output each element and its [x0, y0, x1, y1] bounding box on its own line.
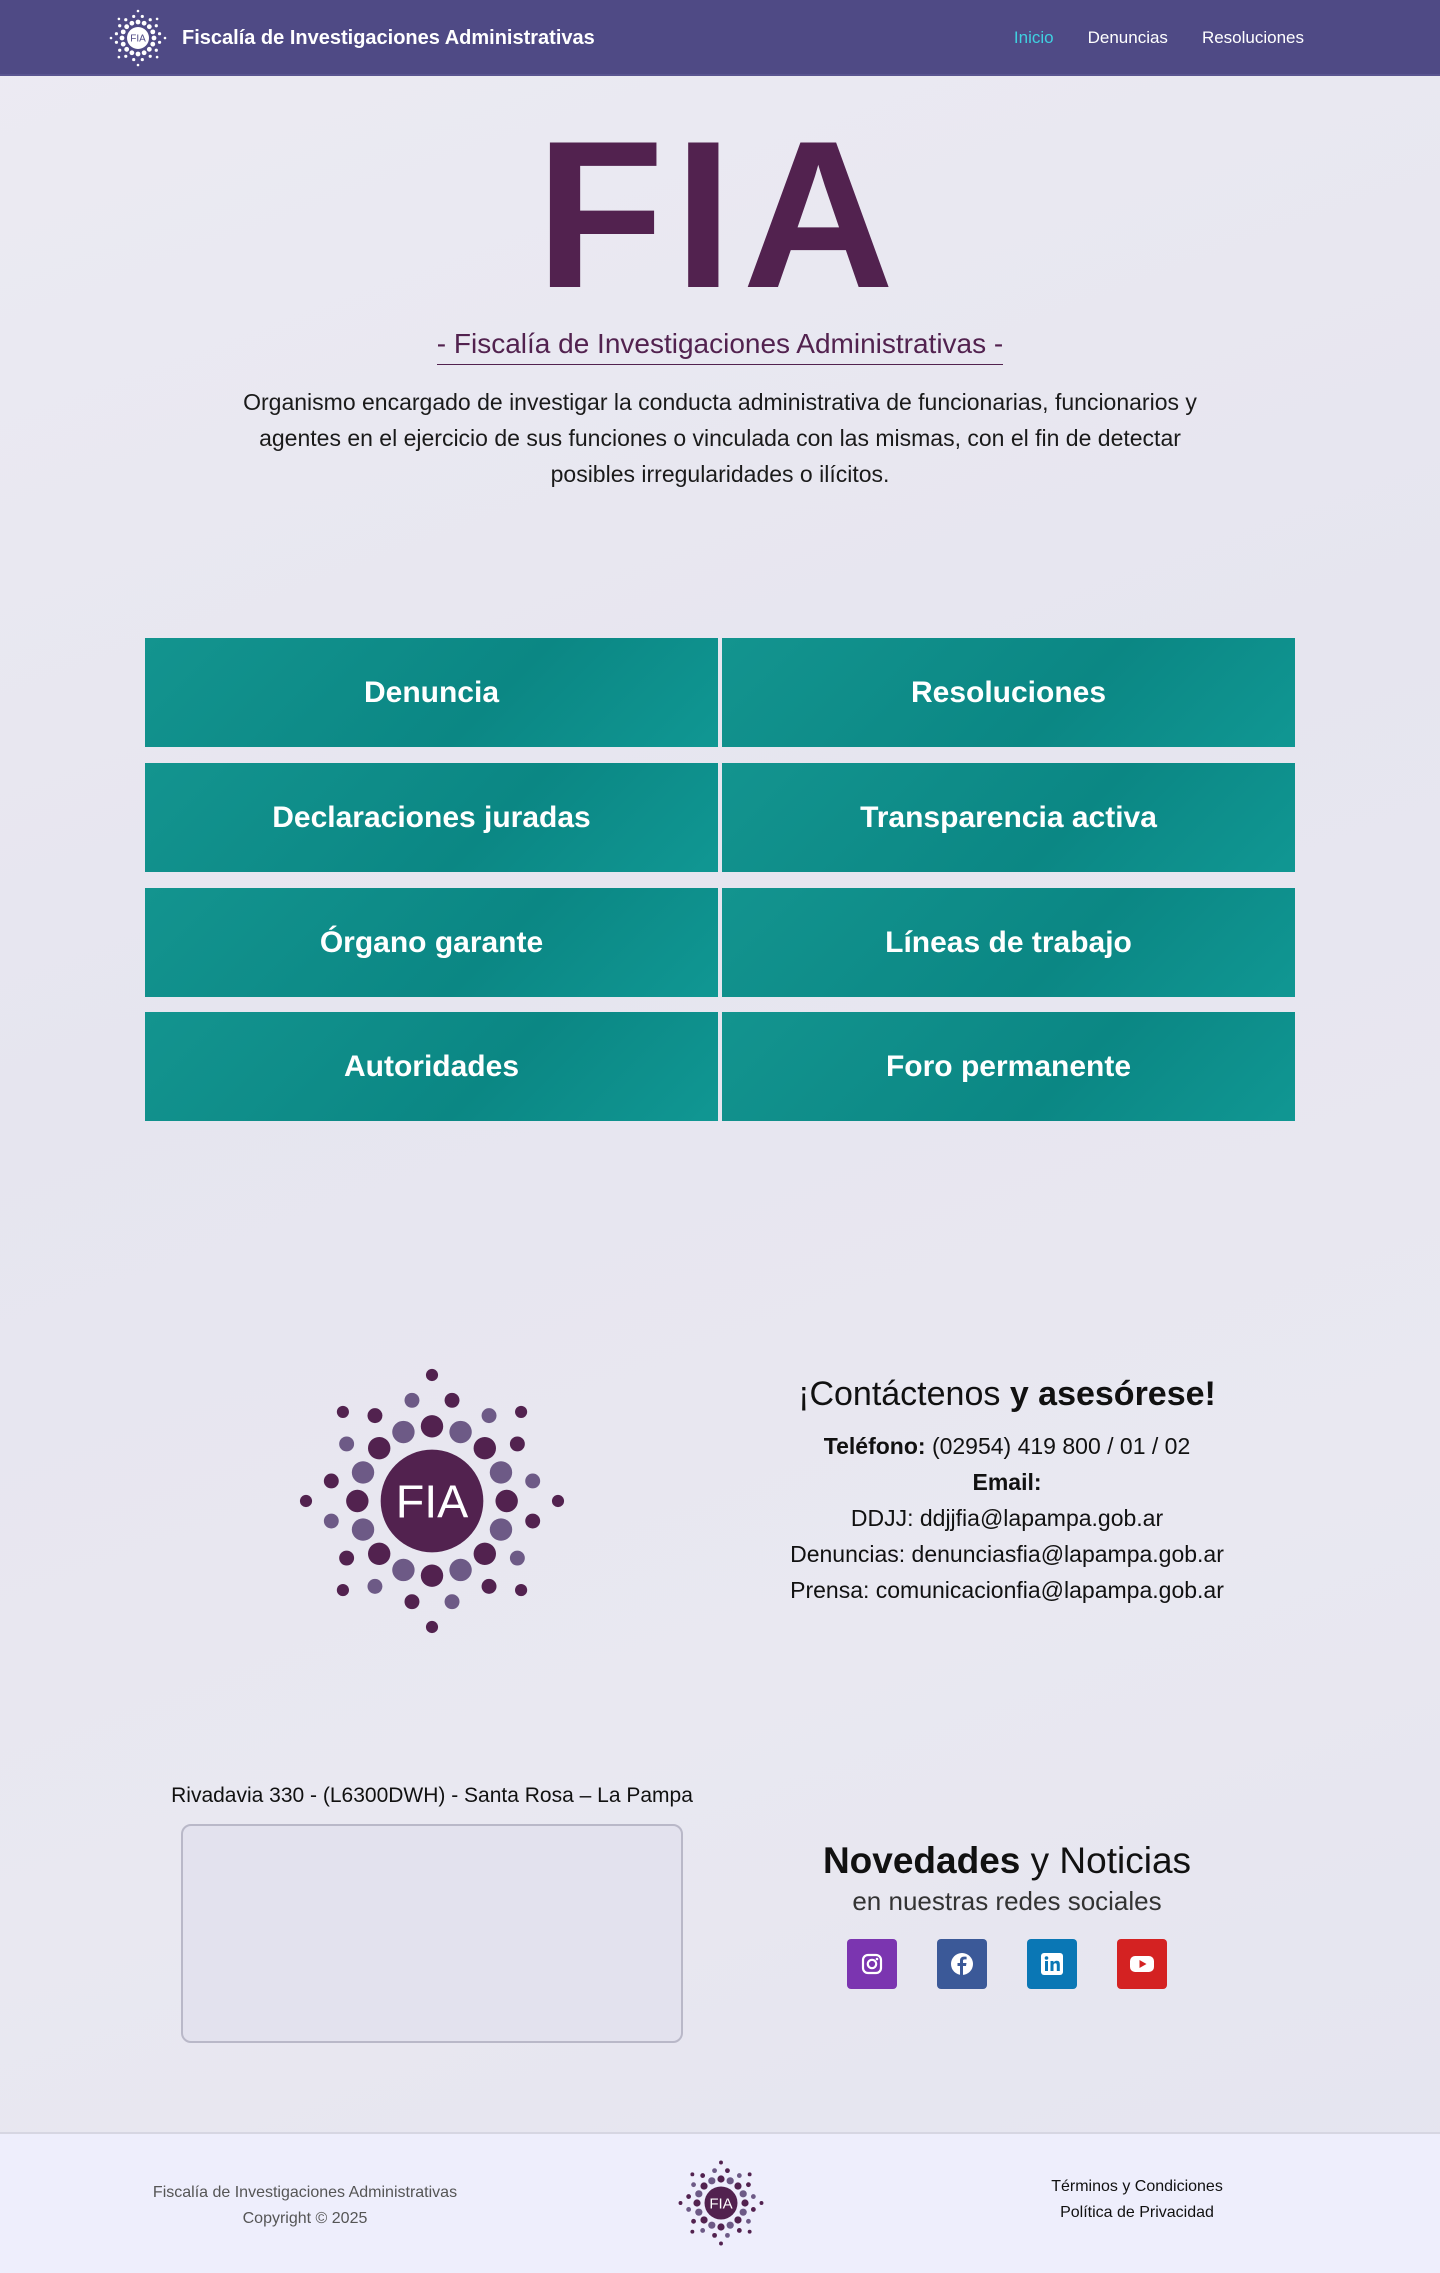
logo-dot: [741, 2199, 748, 2206]
logo-dot: [405, 1393, 420, 1408]
logo-dot: [367, 1579, 382, 1594]
logo-dot: [392, 1559, 414, 1581]
logo-dot: [679, 2201, 683, 2205]
privacy-link[interactable]: Política de Privacidad: [1060, 2204, 1214, 2221]
logo-dot: [132, 15, 135, 18]
logo-dot: [734, 2182, 741, 2189]
button-declaraciones-juradas[interactable]: Declaraciones juradas: [145, 763, 718, 872]
logo-dot: [121, 42, 126, 47]
logo-dot: [490, 1518, 512, 1540]
youtube-icon[interactable]: [1117, 1939, 1167, 1989]
hero-description: Organismo encargado de investigar la conducta administrativa de funcionarias, funcionarios y agentes en el ejercicio de sus funciones o vinculada con las mismas, con el fin de detectar posibles irregularidades o ilícitos.: [243, 389, 1197, 487]
logo-dot: [339, 1436, 354, 1451]
logo-dot: [510, 1551, 525, 1566]
button-resoluciones[interactable]: Resoluciones: [722, 638, 1295, 747]
logo-dot: [124, 47, 129, 52]
logo-dot: [490, 1461, 512, 1483]
email-ddjj[interactable]: DDJJ: ddjjfia@lapampa.gob.ar: [850, 1505, 1164, 1531]
logo-dot: [700, 2228, 705, 2233]
logo-dot: [719, 2242, 723, 2246]
logo-dot: [700, 2173, 705, 2178]
logo-dot: [708, 2177, 715, 2184]
logo-dot: [300, 1495, 312, 1507]
logo-dot: [152, 36, 157, 41]
logo-text: FIA: [709, 2195, 733, 2213]
logo-dot: [129, 21, 134, 26]
logo-text: FIA: [395, 1475, 469, 1528]
button-autoridades[interactable]: Autoridades: [145, 1012, 718, 1121]
email-prensa[interactable]: Prensa: comunicacionfia@lapampa.gob.ar: [790, 1577, 1224, 1603]
logo-dot: [158, 32, 161, 35]
logo-dot: [120, 36, 125, 41]
logo-dot: [717, 2175, 724, 2182]
logo-dot: [746, 2219, 751, 2224]
facebook-icon[interactable]: [937, 1939, 987, 1989]
hero-subtitle-wrap: [0, 328, 1440, 365]
news-title-bold: Novedades: [822, 1840, 1021, 1881]
logo-dot: [708, 2222, 715, 2229]
logo-dot: [392, 1421, 414, 1443]
logo-dot: [445, 1393, 460, 1408]
logo-dot: [368, 1437, 390, 1459]
logo-dot: [129, 50, 134, 55]
logo-dot: [118, 49, 121, 52]
logo-dot: [737, 2228, 742, 2233]
logo-dot: [510, 1436, 525, 1451]
logo-dot: [691, 2182, 696, 2187]
logo-dot: [426, 1369, 438, 1381]
logo-dot: [482, 1579, 497, 1594]
terms-link[interactable]: Términos y Condiciones: [1051, 2178, 1223, 2195]
footer-left: [140, 2180, 470, 2232]
button-lineas-de-trabajo[interactable]: Líneas de trabajo: [722, 888, 1295, 997]
logo-dot: [700, 2216, 707, 2223]
email-denuncias[interactable]: Denuncias: denunciasfia@lapampa.gob.ar: [790, 1541, 1224, 1567]
footer-org: Fiscalía de Investigaciones Administrativas: [152, 2184, 458, 2201]
logo-dot: [115, 41, 118, 44]
logo-dot: [352, 1518, 374, 1540]
logo-dot: [156, 18, 159, 21]
logo-dot: [691, 2219, 696, 2224]
logo-dot: [156, 56, 159, 59]
logo-dot: [136, 20, 141, 25]
hero-logo-text: FIA: [535, 97, 905, 332]
footer-copyright: Copyright © 2025: [242, 2210, 368, 2227]
linkedin-icon[interactable]: [1027, 1939, 1077, 1989]
logo-dot: [367, 1408, 382, 1423]
nav-link-inicio[interactable]: Inicio: [1013, 28, 1054, 47]
logo-dot: [149, 18, 152, 21]
logo-dot: [725, 2233, 730, 2238]
logo-dot: [141, 15, 144, 18]
news-title-light: y Noticias: [1030, 1840, 1192, 1881]
logo-dot: [118, 18, 121, 21]
logo-dot: [149, 55, 152, 58]
logo-dot: [725, 2168, 730, 2173]
logo-dot: [132, 58, 135, 61]
logo-dot: [137, 64, 140, 67]
logo-dot: [121, 29, 126, 34]
news-subtitle: en nuestras redes sociales: [852, 1886, 1162, 1916]
contact-title: [760, 1375, 1254, 1414]
logo-dot: [690, 2230, 694, 2234]
logo-dot: [690, 2172, 694, 2176]
logo-dot: [727, 2177, 734, 2184]
logo-dot: [717, 2223, 724, 2230]
logo-dot: [339, 1551, 354, 1566]
fia-logo-large: [292, 1361, 572, 1641]
logo-dot: [474, 1437, 496, 1459]
logo-dot: [449, 1421, 471, 1443]
logo-dot: [346, 1490, 368, 1512]
logo-dot: [137, 10, 140, 13]
instagram-icon[interactable]: [847, 1939, 897, 1989]
button-transparencia-activa[interactable]: Transparencia activa: [722, 763, 1295, 872]
address: Rivadavia 330 - (L6300DWH) - Santa Rosa – La Pampa: [171, 1784, 693, 1807]
logo-dot: [368, 1543, 390, 1565]
logo-dot: [421, 1564, 443, 1586]
logo-dot: [737, 2173, 742, 2178]
logo-dot: [150, 42, 155, 47]
logo-dot: [155, 49, 158, 52]
logo-dot: [115, 32, 118, 35]
logo-dot: [751, 2207, 756, 2212]
logo-dot: [158, 41, 161, 44]
logo-dot: [474, 1543, 496, 1565]
logo-dot: [746, 2182, 751, 2187]
button-foro-permanente[interactable]: Foro permanente: [722, 1012, 1295, 1121]
map-embed[interactable]: [181, 1824, 683, 2043]
logo-dot: [147, 47, 152, 52]
logo-dot: [426, 1621, 438, 1633]
fia-logo-icon: [108, 8, 168, 68]
logo-dot: [727, 2222, 734, 2229]
nav-link-denuncias[interactable]: Denuncias: [1087, 28, 1168, 47]
hero-subtitle: - Fiscalía de Investigaciones Administrativas -: [437, 328, 1003, 365]
contact-section: [760, 1375, 1254, 1608]
logo-dot: [751, 2194, 756, 2199]
button-organo-garante[interactable]: Órgano garante: [145, 888, 718, 997]
logo-text: FIA: [130, 33, 146, 45]
logo-dot: [719, 2161, 723, 2165]
logo-dot: [712, 2233, 717, 2238]
logo-dot: [141, 58, 144, 61]
logo-dot: [324, 1474, 339, 1489]
fia-logo-footer: [676, 2158, 766, 2248]
contact-phone: [760, 1428, 1254, 1464]
logo-dot: [693, 2199, 700, 2206]
logo-dot: [712, 2168, 717, 2173]
logo-dot: [748, 2230, 752, 2234]
nav-link-resoluciones[interactable]: Resoluciones: [1201, 28, 1304, 47]
news-section: [760, 1840, 1254, 1989]
logo-dot: [695, 2209, 702, 2216]
logo-dot: [734, 2216, 741, 2223]
logo-dot: [337, 1584, 349, 1596]
logo-dot: [445, 1594, 460, 1609]
logo-dot: [686, 2194, 691, 2199]
logo-dot: [552, 1495, 564, 1507]
logo-dot: [142, 50, 147, 55]
logo-dot: [118, 24, 121, 27]
logo-dot: [700, 2182, 707, 2189]
logo-dot: [124, 18, 127, 21]
logo-dot: [337, 1406, 349, 1418]
logo-dot: [118, 56, 121, 59]
news-title: [760, 1840, 1254, 1882]
nav-links: [1014, 28, 1304, 48]
footer-right: [1010, 2174, 1264, 2226]
logo-dot: [136, 52, 141, 57]
logo-dot: [147, 24, 152, 29]
logo-dot: [164, 37, 167, 40]
logo-dot: [324, 1514, 339, 1529]
email-label: Email:: [972, 1469, 1042, 1495]
button-denuncia[interactable]: Denuncia: [145, 638, 718, 747]
logo-dot: [352, 1461, 374, 1483]
top-navbar: [0, 0, 1440, 76]
logo-dot: [124, 55, 127, 58]
logo-dot: [110, 37, 113, 40]
logo-dot: [760, 2201, 764, 2205]
brand-link[interactable]: [108, 8, 595, 68]
contact-title-light: ¡Contáctenos: [798, 1375, 1001, 1413]
logo-dot: [740, 2190, 747, 2197]
logo-dot: [449, 1559, 471, 1581]
phone-label: Teléfono:: [823, 1433, 926, 1459]
social-links: [760, 1939, 1254, 1989]
logo-dot: [740, 2209, 747, 2216]
logo-dot: [525, 1474, 540, 1489]
logo-dot: [124, 24, 129, 29]
logo-dot: [525, 1514, 540, 1529]
logo-dot: [421, 1415, 443, 1437]
logo-dot: [686, 2207, 691, 2212]
logo-dot: [142, 21, 147, 26]
logo-dot: [150, 29, 155, 34]
logo-dot: [155, 24, 158, 27]
logo-dot: [515, 1584, 527, 1596]
footer: [0, 2132, 1440, 2273]
logo-dot: [495, 1490, 517, 1512]
logo-dot: [748, 2172, 752, 2176]
logo-dot: [515, 1406, 527, 1418]
logo-dot: [405, 1594, 420, 1609]
logo-dot: [695, 2190, 702, 2197]
logo-dot: [482, 1408, 497, 1423]
contact-title-bold: y asesórese!: [1009, 1375, 1216, 1413]
brand-title: Fiscalía de Investigaciones Administrativas: [182, 26, 595, 49]
phone-value: (02954) 419 800 / 01 / 02: [931, 1433, 1191, 1459]
